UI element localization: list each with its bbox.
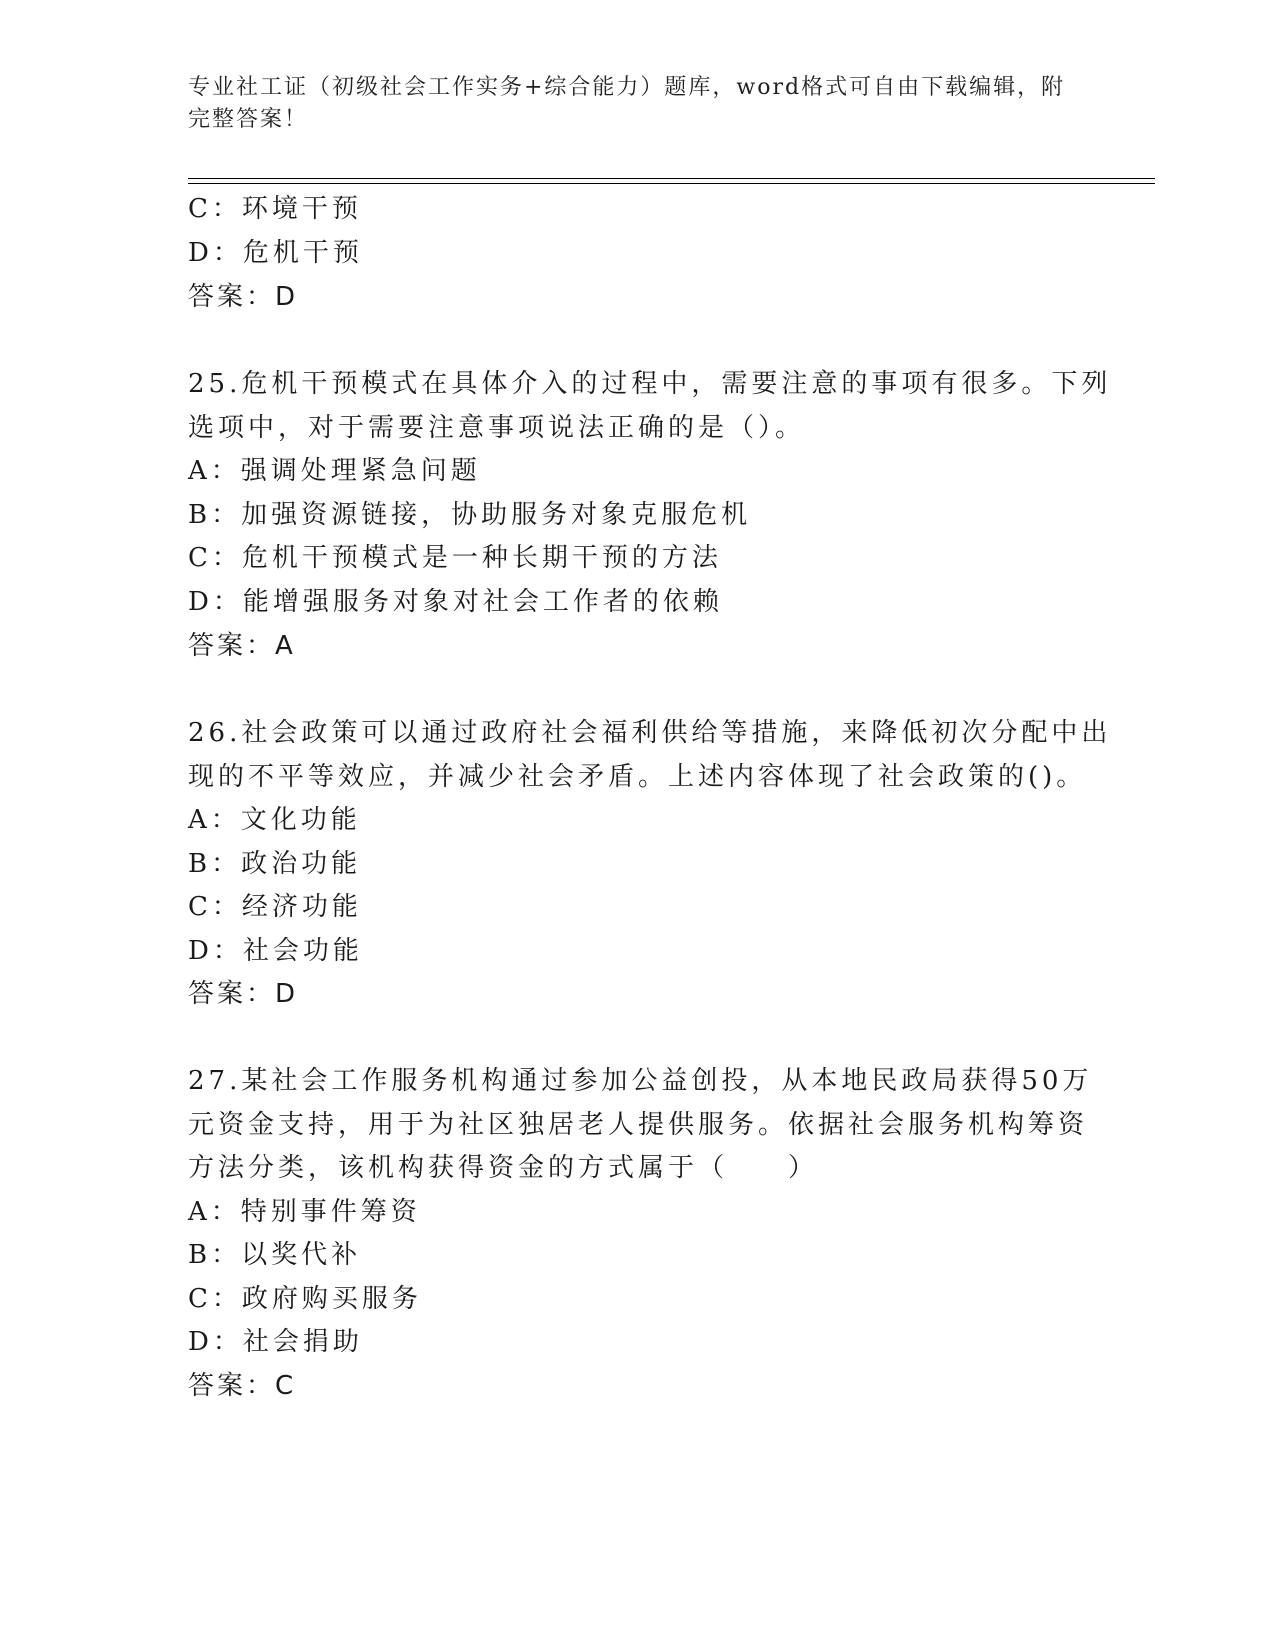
q25-answer: 答案：A (188, 631, 296, 661)
header-divider-top (188, 178, 1155, 179)
q27-option-a: A：特别事件筹资 (188, 1197, 421, 1227)
q25-option-d: D：能增强服务对象对社会工作者的依赖 (188, 587, 723, 617)
document-header (188, 72, 1088, 136)
header-line-1: 专业社工证（初级社会工作实务+综合能力）题库，word格式可自由下载编辑，附 (188, 75, 1066, 100)
q26-option-d: D：社会功能 (188, 936, 363, 966)
q27-option-b: B：以奖代补 (188, 1240, 362, 1270)
q26-option-c: C：经济功能 (188, 892, 362, 922)
q26-answer: 答案：D (188, 979, 299, 1009)
q25-option-c: C：危机干预模式是一种长期干预的方法 (188, 543, 722, 573)
q25-stem-line-1: 25.危机干预模式在具体介入的过程中，需要注意的事项有很多。下列 (188, 369, 1112, 399)
q25-option-a: A：强调处理紧急问题 (188, 456, 481, 486)
q26-stem-line-1: 26.社会政策可以通过政府社会福利供给等措施，来降低初次分配中出 (188, 718, 1112, 748)
prev-option-c: C：环境干预 (188, 194, 362, 224)
q26-stem-line-2: 现的不平等效应，并减少社会矛盾。上述内容体现了社会政策的()。 (188, 762, 1087, 792)
prev-option-d: D：危机干预 (188, 238, 363, 268)
q27-answer: 答案：C (188, 1371, 297, 1401)
q27-stem-line-1: 27.某社会工作服务机构通过参加公益创投，从本地民政局获得50万 (188, 1066, 1093, 1096)
q27-option-d: D：社会捐助 (188, 1327, 363, 1357)
prev-answer: 答案：D (188, 282, 299, 312)
q27-option-c: C：政府购买服务 (188, 1284, 422, 1314)
header-line-2: 完整答案！ (188, 107, 309, 132)
q27-stem-line-2: 元资金支持，用于为社区独居老人提供服务。依据社会服务机构筹资 (188, 1110, 1089, 1140)
q26-option-a: A：文化功能 (188, 805, 361, 835)
q25-stem-line-2: 选项中，对于需要注意事项说法正确的是（）。 (188, 413, 806, 443)
q25-option-b: B：加强资源链接，协助服务对象克服危机 (188, 500, 752, 530)
header-divider-bottom (188, 183, 1155, 184)
q27-stem-line-3: 方法分类，该机构获得资金的方式属于（ ） (188, 1153, 819, 1183)
q26-option-b: B：政治功能 (188, 849, 362, 879)
